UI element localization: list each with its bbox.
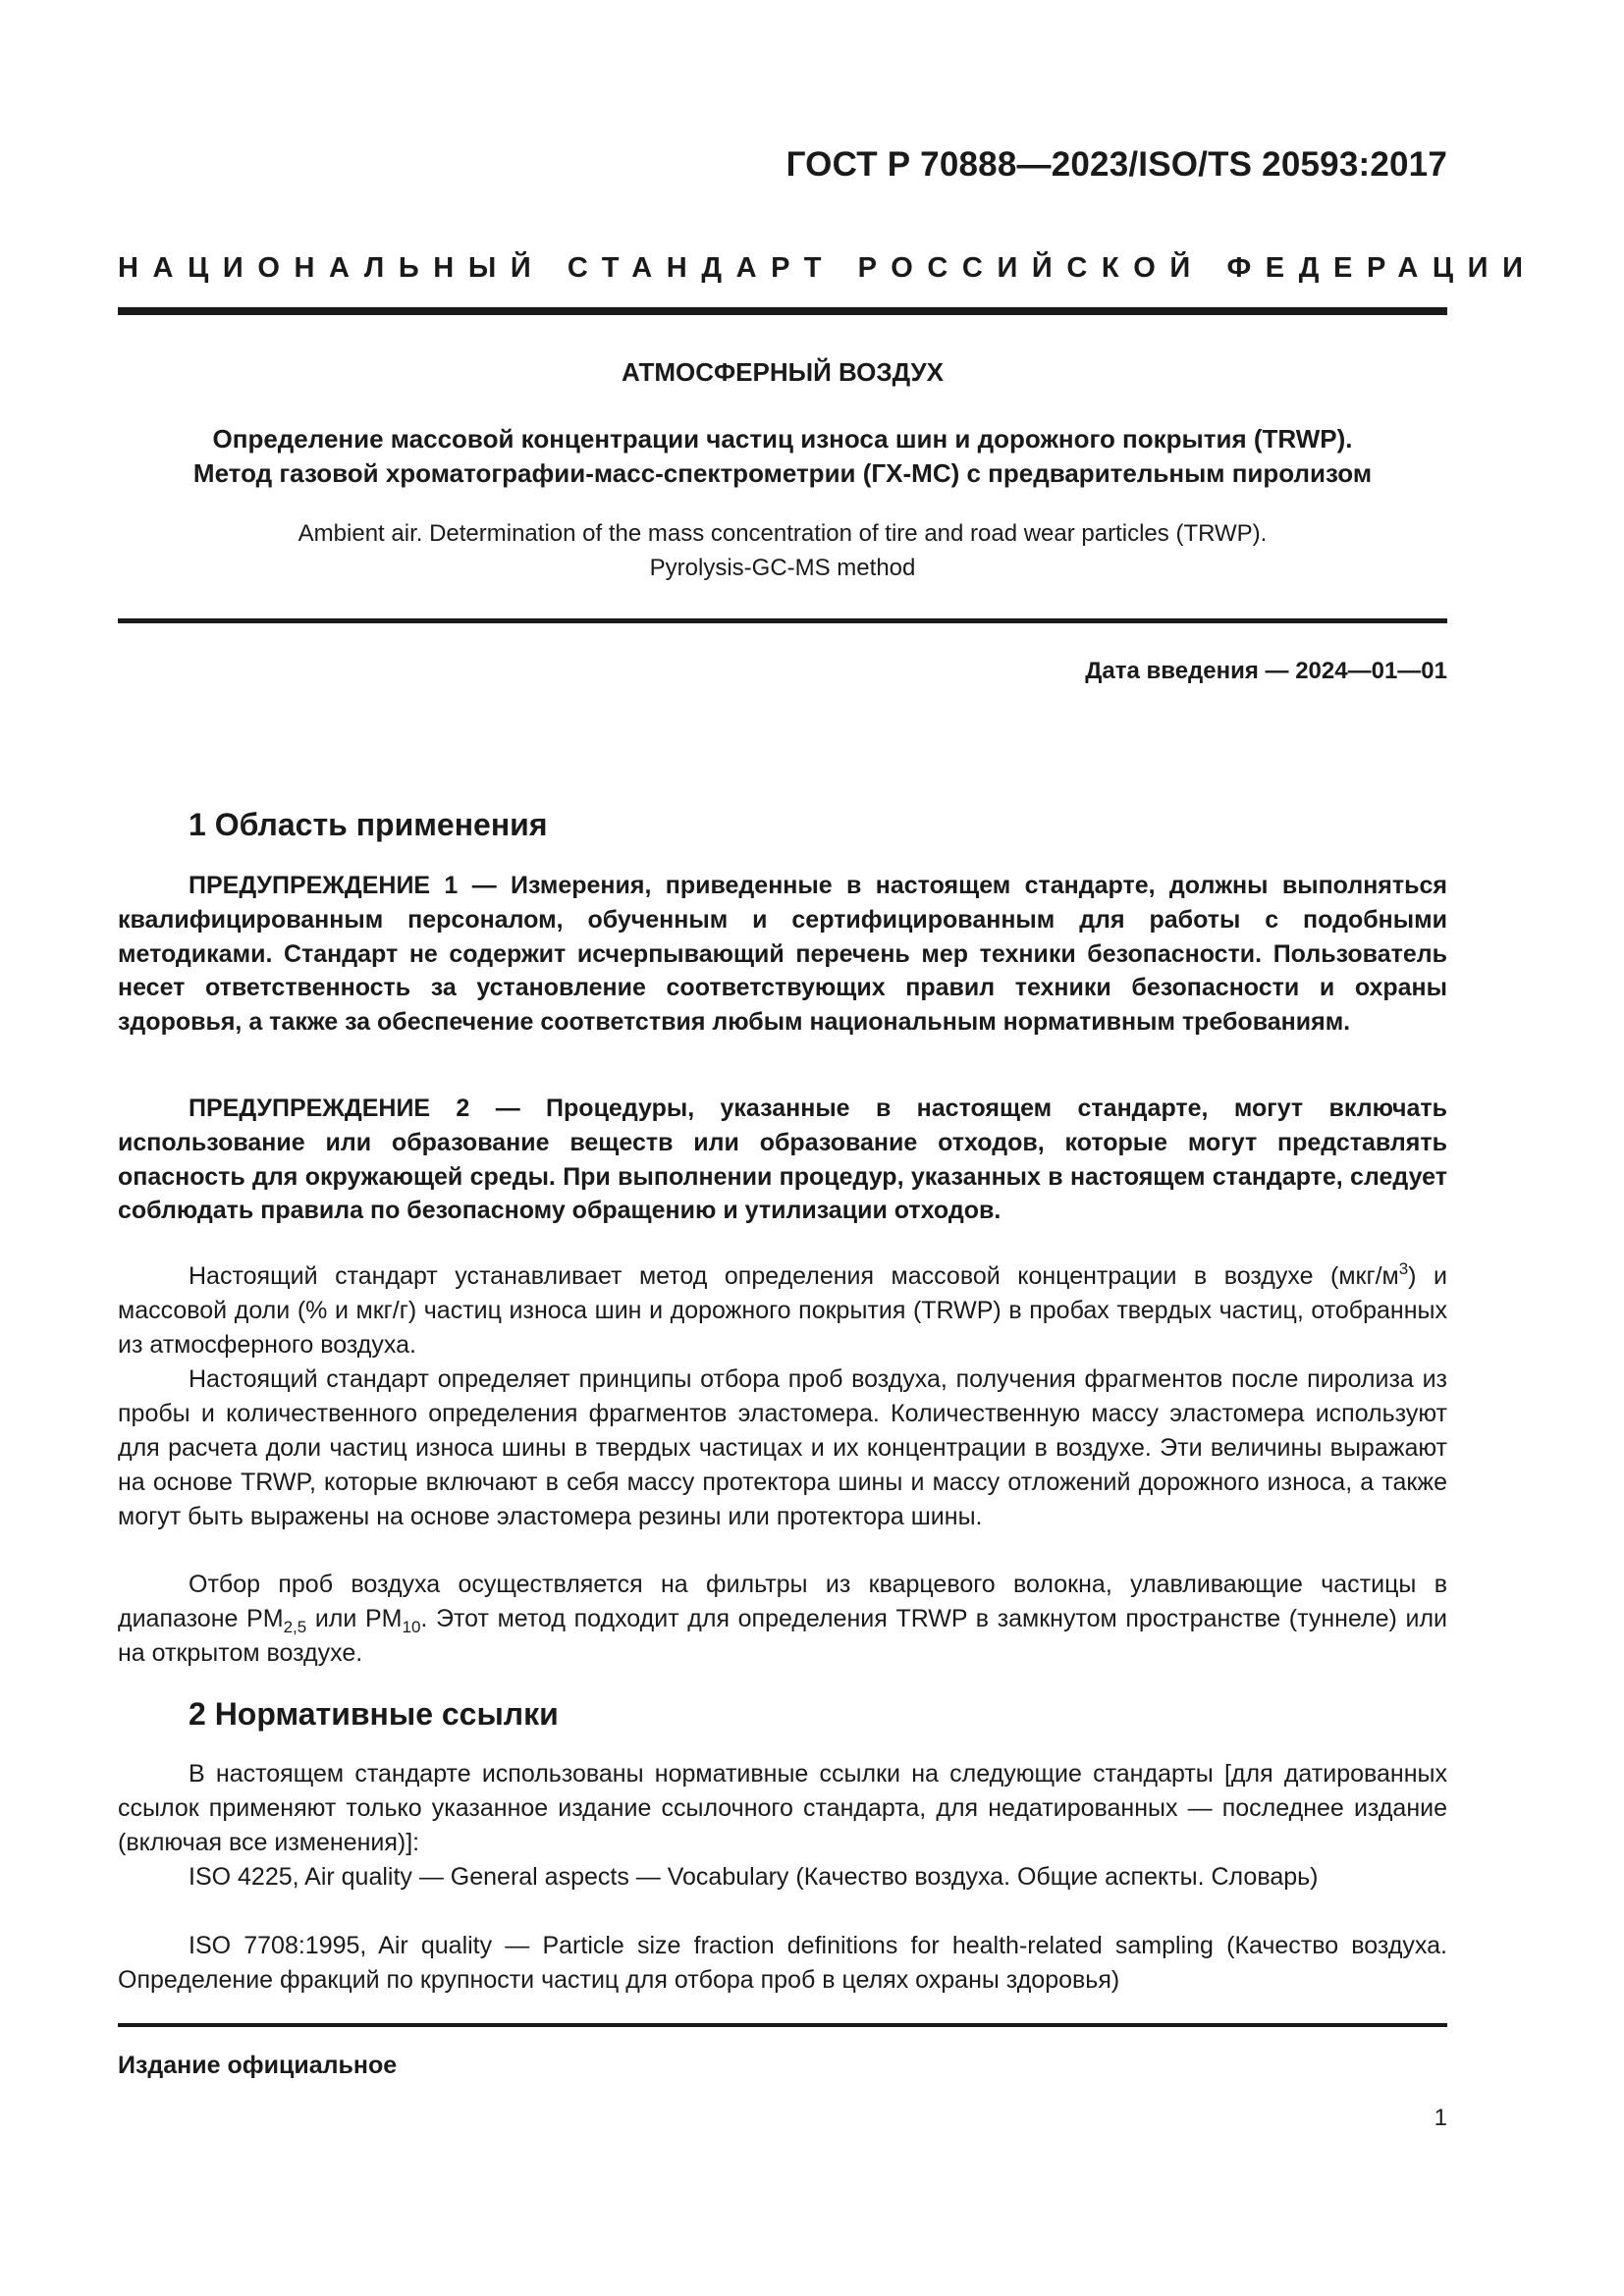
- subtitle-ru-line2: Метод газовой хроматографии-масс-спектрометрии (ГХ-МС) с предварительным пиролизом: [192, 458, 1373, 488]
- header-rule: [118, 307, 1447, 315]
- standard-title-en: [118, 516, 1447, 585]
- section-1-heading: 1 Область применения: [189, 807, 548, 842]
- scope-p3-text-b: или PM: [306, 1605, 403, 1632]
- subscript-pm25: 2,5: [283, 1618, 307, 1636]
- title-rule: [118, 618, 1447, 623]
- standard-designation: ГОСТ Р 70888—2023/ISO/TS 20593:2017: [785, 145, 1447, 184]
- scope-paragraph-2: Настоящий стандарт определяет принципы отбора проб воздуха, получения фрагментов после пиролиза из пробы и количественного определения фрагментов эластомера. Количественную массу эластомера используют для расчета доли частиц износа шины в твердых частицах и их концентрации в воздухе. Эти величины выражают на основе TRWP, которые включают в себя массу протектора шины и массу отложений дорожного износа, а также могут быть выражены на основе эластомера резины или протектора шины.: [118, 1365, 1447, 1530]
- title-en-line2: Pyrolysis-GC-MS method: [649, 555, 916, 581]
- footer-rule: [118, 2023, 1447, 2027]
- scope-paragraph-1: [118, 1259, 1447, 1362]
- reference-iso-7708: ISO 7708:1995, Air quality — Particle size fraction definitions for health-related sampling (Качество воздуха. Определение фракций по крупности частиц для отбора проб в целях охраны здоровья): [118, 1932, 1447, 1994]
- scope-p1-text-a: Настоящий стандарт устанавливает метод определения массовой концентрации в воздухе (мкг/м: [189, 1262, 1399, 1290]
- subtitle-ru-line1: Определение массовой концентрации частиц износа шин и дорожного покрытия (TRWP).: [212, 424, 1353, 454]
- warning-2: ПРЕДУПРЕЖДЕНИЕ 2 — Процедуры, указанные в настоящем стандарте, могут включать использование или образование веществ или образование отходов, которые могут представлять опасность для окружающей среды. При выполнении процедур, указанных в настоящем стандарте, следует соблюдать правила по безопасному обращению и утилизации отходов.: [118, 1095, 1447, 1225]
- standard-title: АТМОСФЕРНЫЙ ВОЗДУХ: [621, 357, 945, 387]
- references-intro: В настоящем стандарте использованы нормативные ссылки на следующие стандарты [для датированных ссылок применяют только указанное издание ссылочного стандарта, для недатированных — последнее издание (включая все изменения)]:: [118, 1760, 1447, 1856]
- section-2-heading: 2 Нормативные ссылки: [189, 1696, 559, 1732]
- superscript-3: 3: [1398, 1259, 1409, 1278]
- scope-p3-text-c: . Этот метод подходит для определения TRWP в замкнутом пространстве (туннеле) или на открытом воздухе.: [118, 1605, 1447, 1667]
- reference-iso-4225: ISO 4225, Air quality — General aspects — Vocabulary (Качество воздуха. Общие аспекты. Словарь): [189, 1863, 1319, 1891]
- document-page: [118, 0, 1538, 2296]
- warning-1: ПРЕДУПРЕЖДЕНИЕ 1 — Измерения, приведенные в настоящем стандарте, должны выполняться квалифицированным персоналом, обученным и сертифицированным для работы с подобными методиками. Стандарт не содержит исчерпывающий перечень мер техники безопасности. Пользователь несет ответственность за установление соответствующих правил техники безопасности и охраны здоровья, а также за обеспечение соответствия любым национальным нормативным требованиям.: [118, 872, 1447, 1037]
- subscript-pm10: 10: [402, 1618, 421, 1636]
- scope-p1-text-b: ) и массовой доли (% и мкг/г) частиц износа шин и дорожного покрытия (TRWP) в пробах твердых частиц, отобранных из атмосферного воздуха.: [118, 1262, 1447, 1359]
- introduction-date: Дата введения — 2024—01—01: [1085, 658, 1447, 684]
- scope-paragraph-3: [118, 1568, 1447, 1671]
- title-en-line1: Ambient air. Determination of the mass concentration of tire and road wear particles (TRWP).: [298, 520, 1268, 547]
- official-edition-label: Издание официальное: [118, 2052, 398, 2079]
- standard-subtitle-ru: [118, 422, 1447, 491]
- page-number: 1: [1434, 2105, 1447, 2131]
- scope-p3-text-a: Отбор проб воздуха осуществляется на фильтры из кварцевого волокна, улавливающие частицы в диапазоне PM: [118, 1571, 1447, 1632]
- national-standard-banner: НАЦИОНАЛЬНЫЙ СТАНДАРТ РОССИЙСКОЙ ФЕДЕРАЦИИ: [118, 252, 1538, 284]
